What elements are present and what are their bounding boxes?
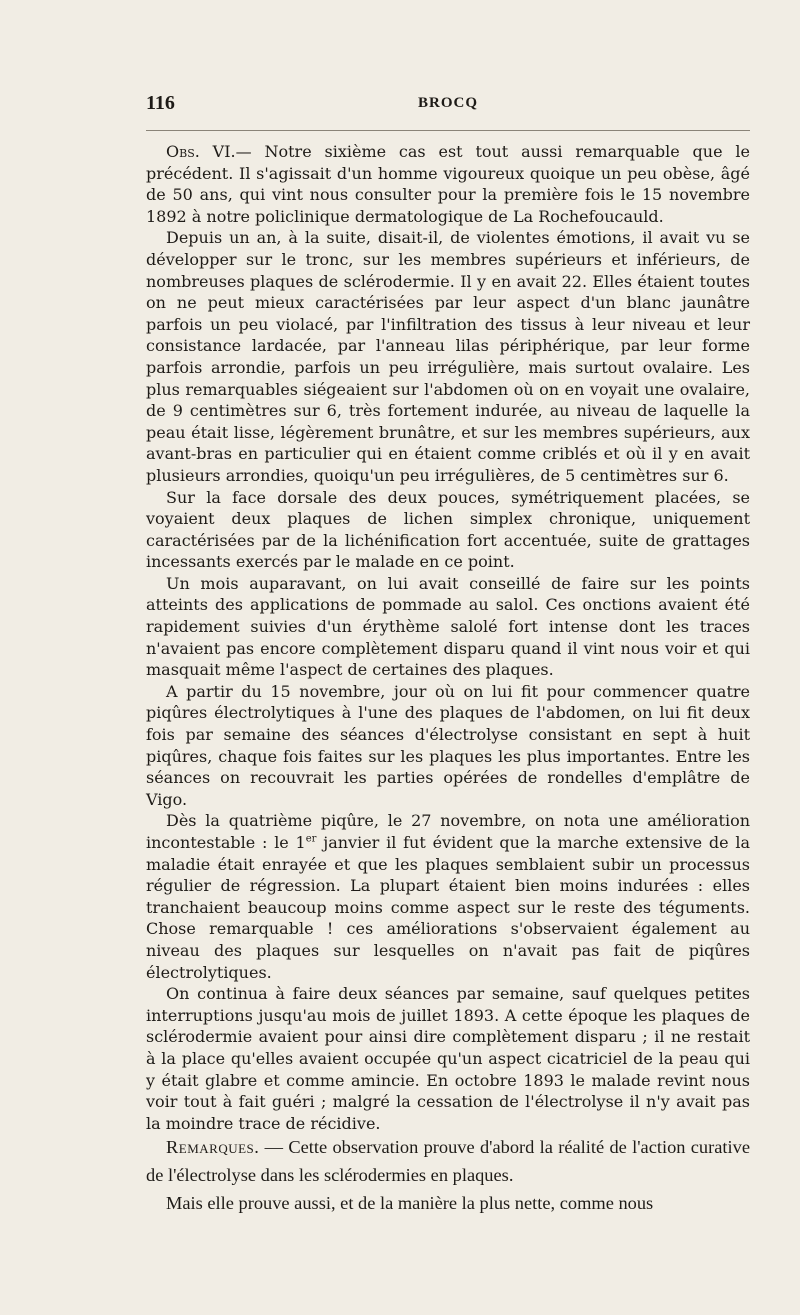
observation-body [146, 141, 750, 1134]
remarks-label: Remarques. [166, 1137, 260, 1157]
observation-label: Obs. VI. [166, 142, 236, 161]
paragraph: On continua à faire deux séances par semaine, sauf quelques petites interruptions jusqu'au mois de juillet 1893. A cette époque les plaques de sclérodermie avaient pour ainsi dire complètement disparu ; il ne restait à la place qu'elles avaient occupée qu'un aspect cicatriciel de la peau qui y était glabre et comme amincie. En octobre 1893 le malade revint nous voir tout à fait guéri ; malgré la cessation de l'électrolyse il n'y avait pas la moindre trace de récidive. [146, 984, 750, 1133]
paragraph: A partir du 15 novembre, jour où on lui fit pour commencer quatre piqûres électrolytiques à l'une des plaques de l'abdomen, on lui fit deux fois par semaine des séances d'électrolyse consistant en sept à huit piqûres, chaque fois faites sur les plaques les plus importantes. Entre les séances on recouvrait les parties opérées de rondelles d'emplâtre de Vigo. [146, 681, 750, 809]
paragraph: Mais elle prouve aussi, et de la manière la plus nette, comme nous [166, 1193, 654, 1213]
paragraph-text: Dès la quatrième piqûre, le 27 novembre, on nota une amélioration incontestable : le 1 [146, 811, 750, 852]
running-head: BROCQ [417, 95, 478, 111]
page-header [146, 92, 750, 118]
page-number: 116 [146, 92, 175, 114]
paragraph-text: — Notre sixième cas est tout aussi remarquable que le précédent. Il s'agissait d'un homme vigoureux quoique un peu obèse, âgé de 50 ans, qui vint nous consulter pour la première fois le 15 novembre 1892 à notre policlinique dermatologique de La Rochefoucauld. [146, 142, 750, 226]
ordinal-suffix: er [305, 833, 317, 845]
paragraph [146, 141, 750, 227]
paragraph: Depuis un an, à la suite, disait-il, de violentes émotions, il avait vu se développer sur le tronc, sur les membres supérieurs et inférieurs, de nombreuses plaques de sclérodermie. Il y en avait 22. Elles étaient toutes on ne peut mieux caractérisées par leur aspect d'un blanc jaunâtre parfois un peu violacé, par l'infiltration des tissus à leur niveau et leur consistance lardacée, par l'anneau lilas périphérique, par leur forme parfois arrondie, parfois un peu irrégulière, mais surtout ovalaire. Les plus remarquables siégeaient sur l'abdomen où on en voyait une ovalaire, de 9 centimètres sur 6, très fortement indurée, au niveau de laquelle la peau était lisse, légèrement brunâtre, et sur les membres supérieurs, aux avant-bras en particulier qui en étaient comme criblés et où il y en avait plusieurs arrondies, quoiqu'un peu irrégulières, de 5 centimètres sur 6. [146, 228, 750, 485]
paragraph: Sur la face dorsale des deux pouces, symétriquement placées, se voyaient deux plaques de lichen simplex chronique, uniquement caractérisées par de la lichénification fort accentuée, suite de grattages incessants exercés par le malade en ce point. [146, 487, 750, 572]
remarks-section [146, 1133, 750, 1217]
paragraph [146, 810, 750, 983]
paragraph-text: — Cette observation prouve d'abord la réalité de l'action curative de l'électrolyse dans les sclérodermies en plaques. [146, 1137, 750, 1185]
paragraph: Un mois auparavant, on lui avait conseillé de faire sur les points atteints des applications de pommade au salol. Ces onctions avaient été rapidement suivies d'un érythème salolé fort intense dont les traces n'avaient pas encore complètement disparu quand il vint nous voir et qui masquait même l'aspect de certaines des plaques. [146, 573, 750, 680]
header-rule [146, 130, 750, 131]
paragraph-text: janvier il fut évident que la marche extensive de la maladie était enrayée et que les plaques semblaient subir un processus régulier de régression. La plupart étaient bien moins indurées : elles tranchaient beaucoup moins comme aspect sur le reste des téguments. Chose remarquable ! ces améliorations s'observaient également au niveau des plaques sur lesquelles on n'avait pas fait de piqûres électrolytiques. [146, 833, 751, 982]
paragraph [146, 1133, 750, 1189]
